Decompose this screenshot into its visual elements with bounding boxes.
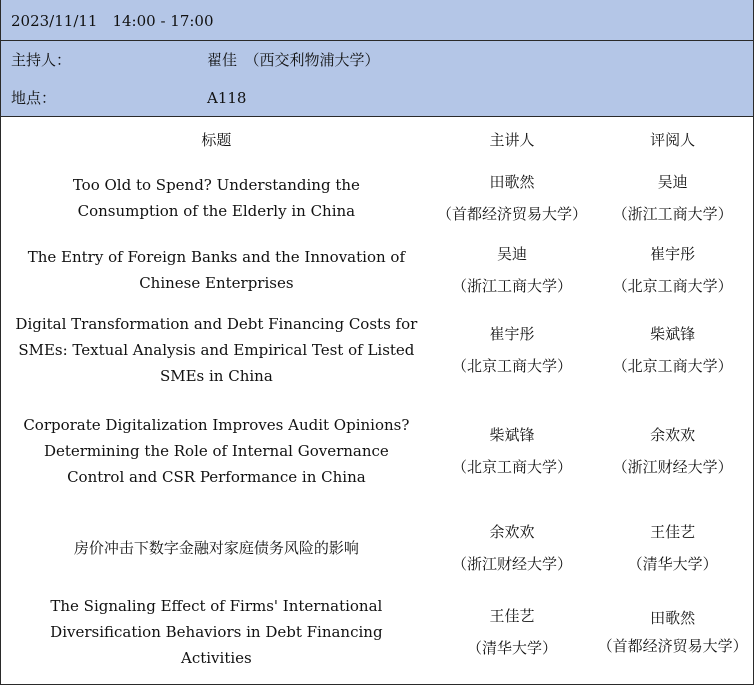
reviewer-affiliation: （浙江财经大学） [612, 458, 733, 476]
speaker-affiliation: （浙江财经大学） [452, 555, 573, 573]
paper-title: The Entry of Foreign Banks and the Innovation of Chinese Enterprises [27, 248, 405, 292]
location-label: 地点： [11, 89, 57, 107]
paper-title: Corporate Digitalization Improves Audit Opinions? Determining the Role of Internal Governance Control and CSR Performance in China [23, 416, 410, 486]
host-row [1, 39, 753, 79]
table-row [1, 161, 753, 234]
header-speaker: 主讲人 [489, 130, 535, 149]
paper-title: The Signaling Effect of Firms' International Diversification Behaviors in Debt Financing Activities [50, 597, 383, 667]
speaker-name: 柴斌锋 [489, 426, 535, 444]
paper-title: Digital Transformation and Debt Financing Costs for SMEs: Textual Analysis and Empirical Test of Listed SMEs in China [15, 315, 418, 385]
reviewer-cell [592, 161, 753, 234]
reviewer-name: 王佳艺 [650, 523, 696, 541]
reviewer-name: 崔宇彤 [650, 245, 696, 263]
speaker-cell [432, 394, 593, 508]
table-row [1, 306, 753, 394]
host-value: 翟佳 （西交利物浦大学） [207, 50, 380, 69]
reviewer-name: 吴迪 [657, 172, 688, 191]
speaker-affiliation: （浙江工商大学） [452, 277, 573, 295]
reviewer-affiliation: （浙江工商大学） [612, 204, 733, 223]
speaker-cell [432, 161, 593, 234]
reviewer-cell [592, 508, 753, 588]
speaker-name: 吴迪 [497, 245, 528, 263]
session-datetime: 2023/11/11 14:00 - 17:00 [1, 0, 753, 41]
reviewer-affiliation: （首都经济贸易大学） [597, 637, 748, 655]
speaker-cell [432, 588, 593, 676]
header-reviewer: 评阅人 [650, 130, 696, 149]
paper-title: 房价冲击下数字金融对家庭债务风险的影响 [73, 539, 359, 557]
reviewer-name: 柴斌锋 [650, 325, 696, 343]
speaker-name: 王佳艺 [489, 607, 535, 625]
host-label: 主持人： [11, 50, 72, 69]
session-header [1, 0, 753, 117]
speaker-name: 崔宇彤 [489, 325, 535, 343]
table-row [1, 588, 753, 676]
speaker-cell [432, 508, 593, 588]
reviewer-cell [592, 588, 753, 676]
speaker-cell [432, 306, 593, 394]
location-row [1, 79, 753, 116]
reviewer-cell [592, 394, 753, 508]
speaker-name: 田歌然 [489, 172, 535, 191]
table-row [1, 394, 753, 508]
speaker-affiliation: （首都经济贸易大学） [437, 204, 588, 223]
speaker-cell [432, 234, 593, 306]
table-row [1, 234, 753, 306]
speaker-name: 余欢欢 [489, 523, 535, 541]
table-header-row [1, 117, 753, 161]
paper-table [1, 117, 753, 676]
reviewer-affiliation: （清华大学） [627, 555, 718, 573]
header-title: 标题 [201, 130, 232, 149]
speaker-affiliation: （北京工商大学） [452, 458, 573, 476]
reviewer-affiliation: （北京工商大学） [612, 277, 733, 295]
reviewer-affiliation: （北京工商大学） [612, 357, 733, 375]
table-row [1, 508, 753, 588]
reviewer-cell [592, 234, 753, 306]
speaker-affiliation: （清华大学） [467, 639, 558, 657]
reviewer-name: 田歌然 [650, 609, 696, 627]
paper-title: Too Old to Spend? Understanding the Consumption of the Elderly in China [72, 175, 360, 220]
reviewer-cell [592, 306, 753, 394]
reviewer-name: 余欢欢 [650, 426, 696, 444]
location-value: A118 [207, 88, 247, 107]
speaker-affiliation: （北京工商大学） [452, 357, 573, 375]
